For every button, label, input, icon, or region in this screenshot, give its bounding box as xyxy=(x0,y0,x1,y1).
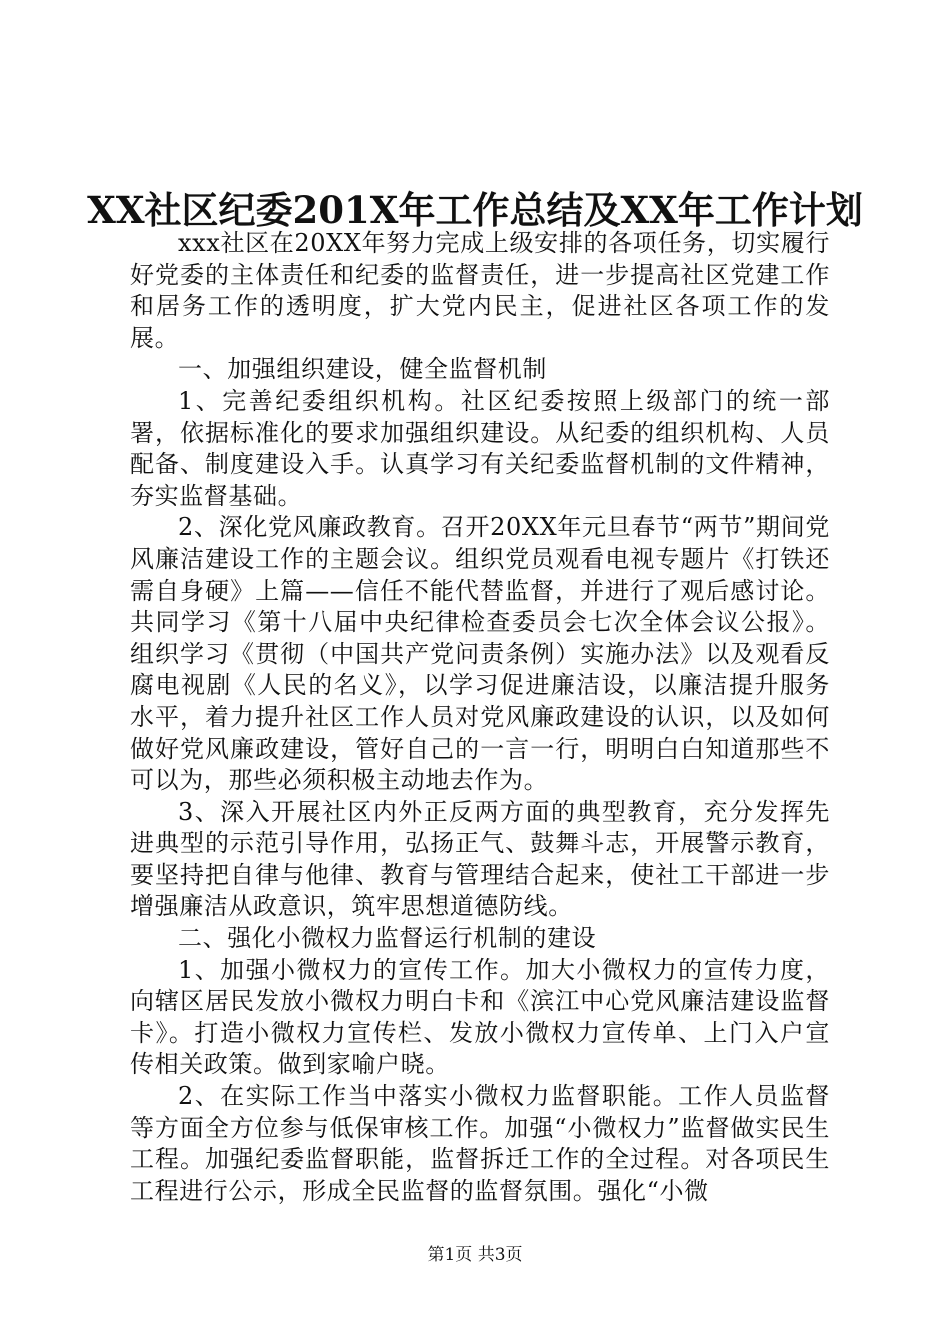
paragraph-1-3: 3、深入开展社区内外正反两方面的典型教育，充分发挥先进典型的示范引导作用，弘扬正气、鼓舞斗志，开展警示教育，要坚持把自律与他律、教育与管理结合起来，使社工干部进一步增强廉洁从政意识，筑牢思想道德防线。 xyxy=(130,797,830,921)
paragraph-1-1: 1、完善纪委组织机构。社区纪委按照上级部门的统一部署，依据标准化的要求加强组织建设。从纪委的组织机构、人员配备、制度建设入手。认真学习有关纪委监督机制的文件精神，夯实监督基础。 xyxy=(130,386,830,510)
document-body xyxy=(130,228,830,1207)
paragraph-intro: xxx社区在20XX年努力完成上级安排的各项任务，切实履行好党委的主体责任和纪委的监督责任，进一步提高社区党建工作和居务工作的透明度，扩大党内民主，促进社区各项工作的发展。 xyxy=(130,229,830,352)
paragraph-2-1: 1、加强小微权力的宣传工作。加大小微权力的宣传力度，向辖区居民发放小微权力明白卡和《滨江中心党风廉洁建设监督卡》。打造小微权力宣传栏、发放小微权力宣传单、上门入户宣传相关政策。做到家喻户晓。 xyxy=(130,955,830,1079)
section-heading-1: 一、加强组织建设，健全监督机制 xyxy=(178,355,547,384)
paragraph-1-2: 2、深化党风廉政教育。召开20XX年元旦春节“两节”期间党风廉洁建设工作的主题会议。组织党员观看电视专题片《打铁还需自身硬》上篇——信任不能代替监督，并进行了观后感讨论。共同学习《第十八届中央纪律检查委员会七次全体会议公报》。组织学习《贯彻（中国共产党问责条例）实施办法》以及观看反腐电视剧《人民的名义》，以学习促进廉洁设，以廉洁提升服务水平，着力提升社区工作人员对党风廉政建设的认识，以及如何做好党风廉政建设，管好自己的一言一行，明明白白知道那些不可以为，那些必须积极主动地去作为。 xyxy=(130,513,830,795)
paragraph-2-2: 2、在实际工作当中落实小微权力监督职能。工作人员监督等方面全方位参与低保审核工作。加强“小微权力”监督做实民生工程。加强纪委监督职能，监督拆迁工作的全过程。对各项民生工程进行公示，形成全民监督的监督氛围。强化“小微 xyxy=(130,1082,830,1205)
document-title: XX社区纪委201X年工作总结及XX年工作计划 xyxy=(87,188,863,232)
section-heading-2: 二、强化小微权力监督运行机制的建设 xyxy=(178,924,597,953)
page-footer: 第1页 共3页 xyxy=(427,1245,523,1265)
